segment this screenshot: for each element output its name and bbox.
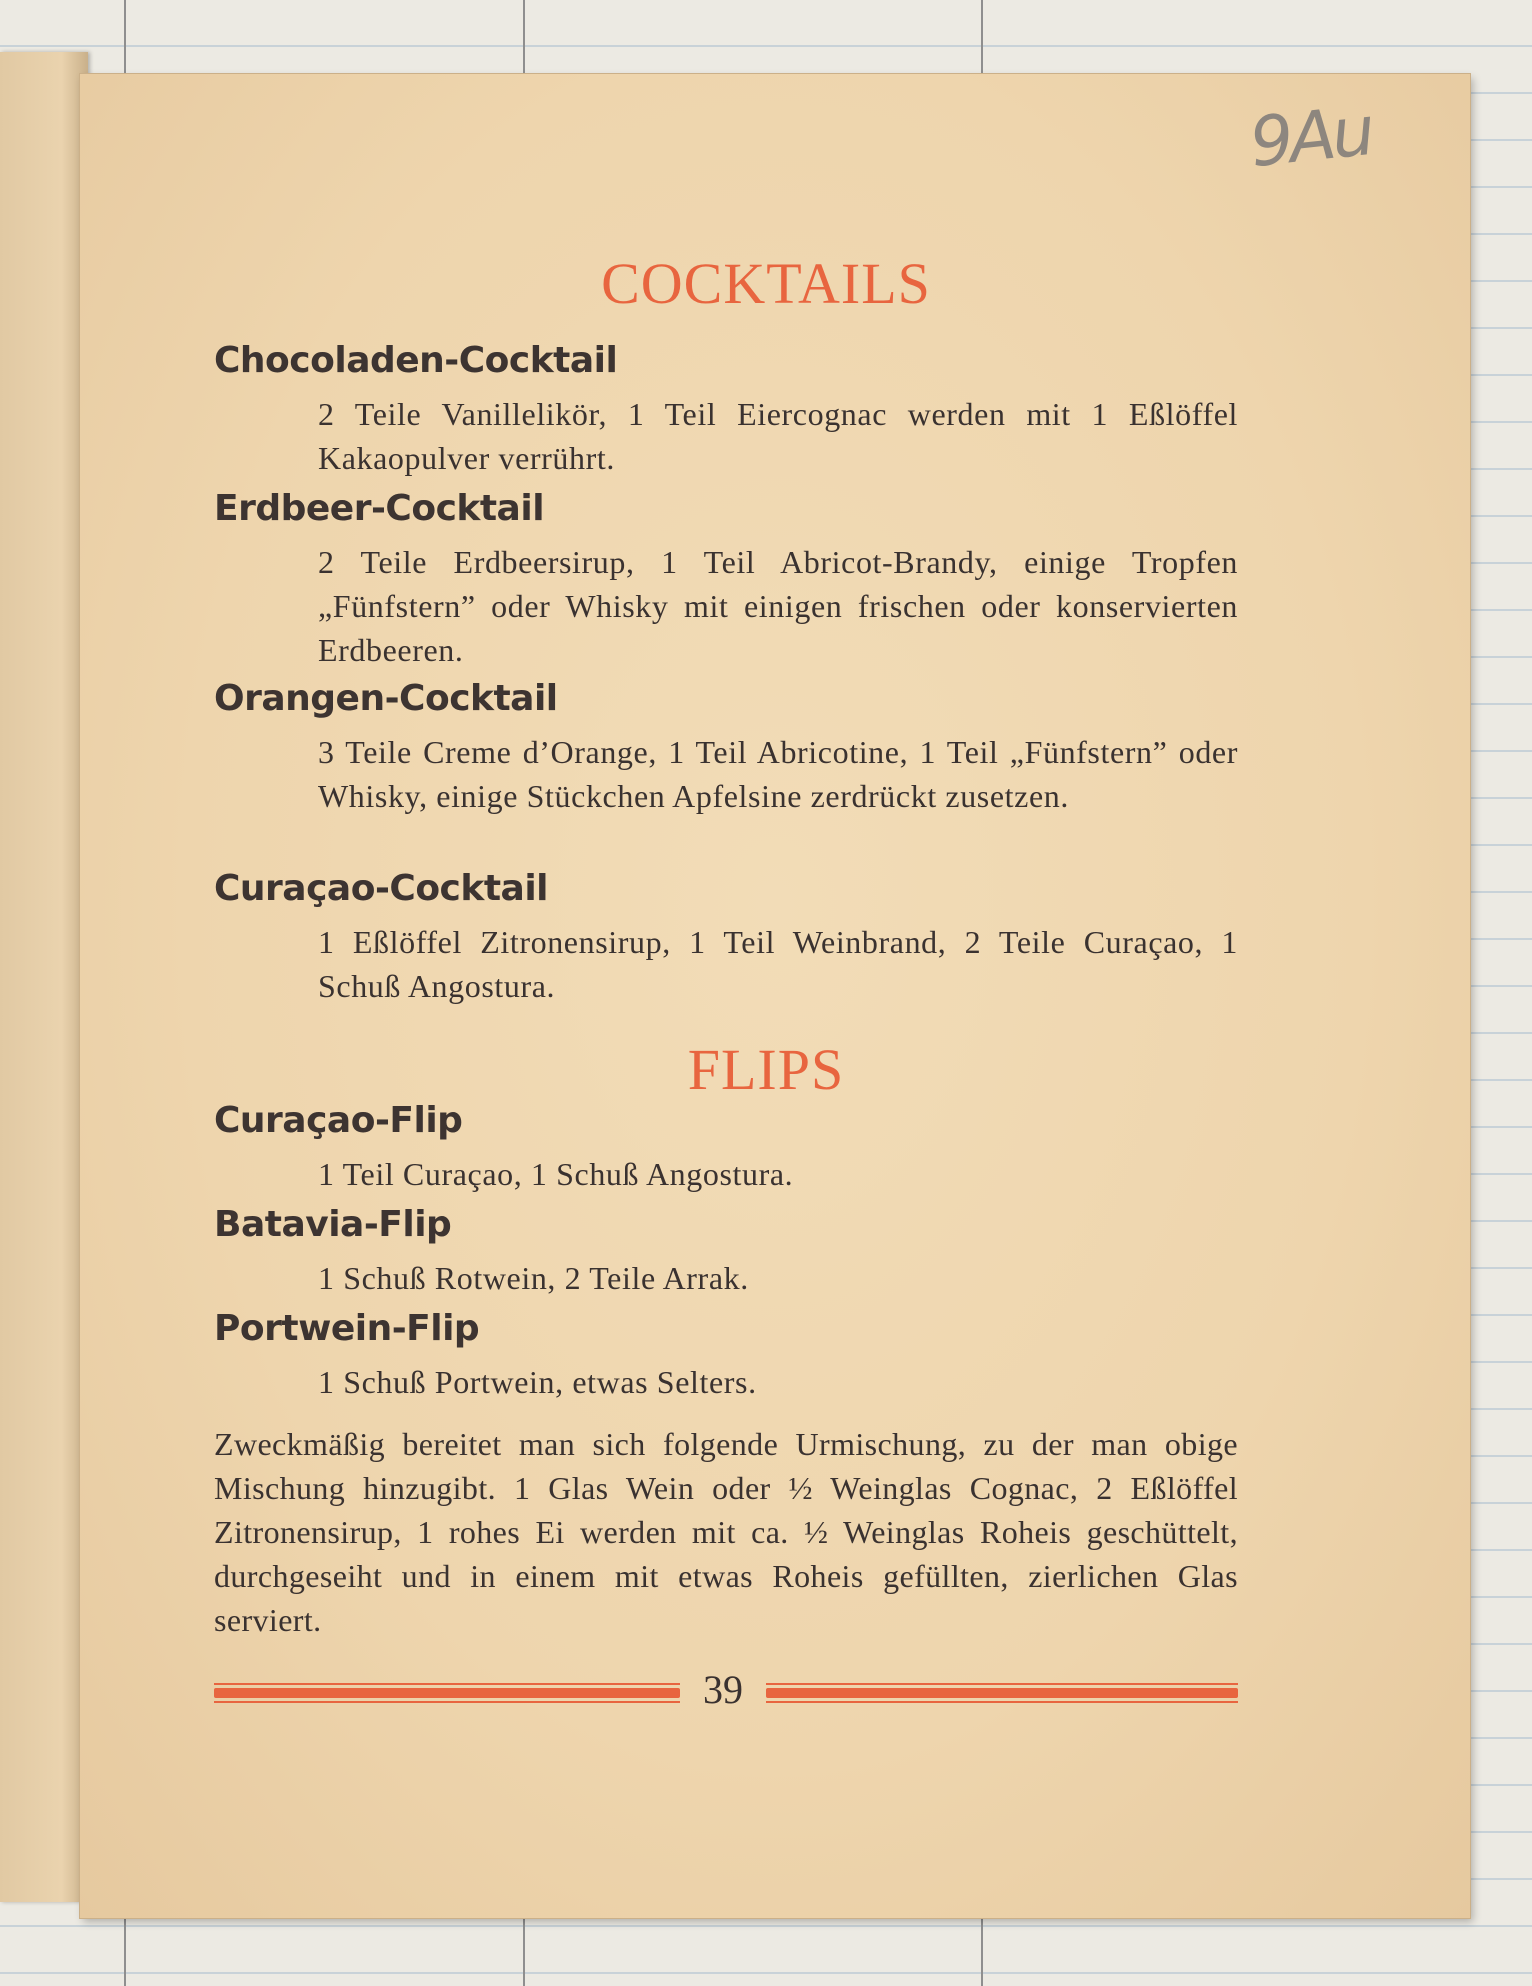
section-title-flips: FLIPS (687, 1037, 845, 1102)
page-footer (214, 1666, 1238, 1716)
recipe-title: Curaçao-Flip (214, 1100, 463, 1141)
recipe-text: 2 Teile Vanillelikör, 1 Teil Eiercognac werden mit 1 Eßlöffel Kakaopulver verrührt. (318, 396, 1238, 476)
closing-note: Zweckmäßig bereitet man sich folgende Urmischung, zu der man obige Mischung hinzugibt. 1 Glas Wein oder ½ Weinglas Cognac, 2 Eßlöffel Zitronensirup, 1 rohes Ei werden mit ca. ½ Weinglas Roheis geschüttelt, durchgeseiht und in einem mit etwas Roheis gefüllten, zierlichen Glas serviert. (214, 1426, 1238, 1638)
recipe-text: 1 Schuß Portwein, etwas Selters. (318, 1364, 757, 1400)
recipe-title: Batavia-Flip (214, 1204, 452, 1245)
recipe-title: Curaçao-Cocktail (214, 868, 549, 909)
pencil-annotation (1246, 91, 1410, 196)
previous-page-edge (0, 52, 88, 1902)
recipe-title: Orangen-Cocktail (214, 678, 558, 719)
recipe-text: 1 Schuß Rotwein, 2 Teile Arrak. (318, 1260, 749, 1296)
recipe-title: Chocoladen-Cocktail (214, 340, 618, 381)
recipe-title: Portwein-Flip (214, 1308, 480, 1349)
recipe-text: 2 Teile Erdbeersirup, 1 Teil Abricot-Brandy, einige Tropfen „Fünfstern” oder Whisky mit einigen frischen oder konservierten Erdbeeren. (318, 544, 1238, 668)
decorative-rule-left (214, 1688, 680, 1698)
recipe-text: 3 Teile Creme d’Orange, 1 Teil Abricotine, 1 Teil „Fünfstern” oder Whisky, einige Stückchen Apfelsine zerdrückt zusetzen. (318, 734, 1238, 814)
recipe-title: Erdbeer-Cocktail (214, 488, 545, 529)
page-number: 39 (703, 1667, 743, 1712)
recipe-text: 1 Teil Curaçao, 1 Schuß Angostura. (318, 1156, 794, 1192)
section-title-cocktails: COCKTAILS (601, 251, 931, 316)
recipe-text: 1 Eßlöffel Zitronensirup, 1 Teil Weinbrand, 2 Teile Curaçao, 1 Schuß Angostura. (318, 924, 1238, 1004)
pencil-mark: 9Au (1246, 91, 1375, 184)
decorative-rule-right (766, 1688, 1238, 1698)
